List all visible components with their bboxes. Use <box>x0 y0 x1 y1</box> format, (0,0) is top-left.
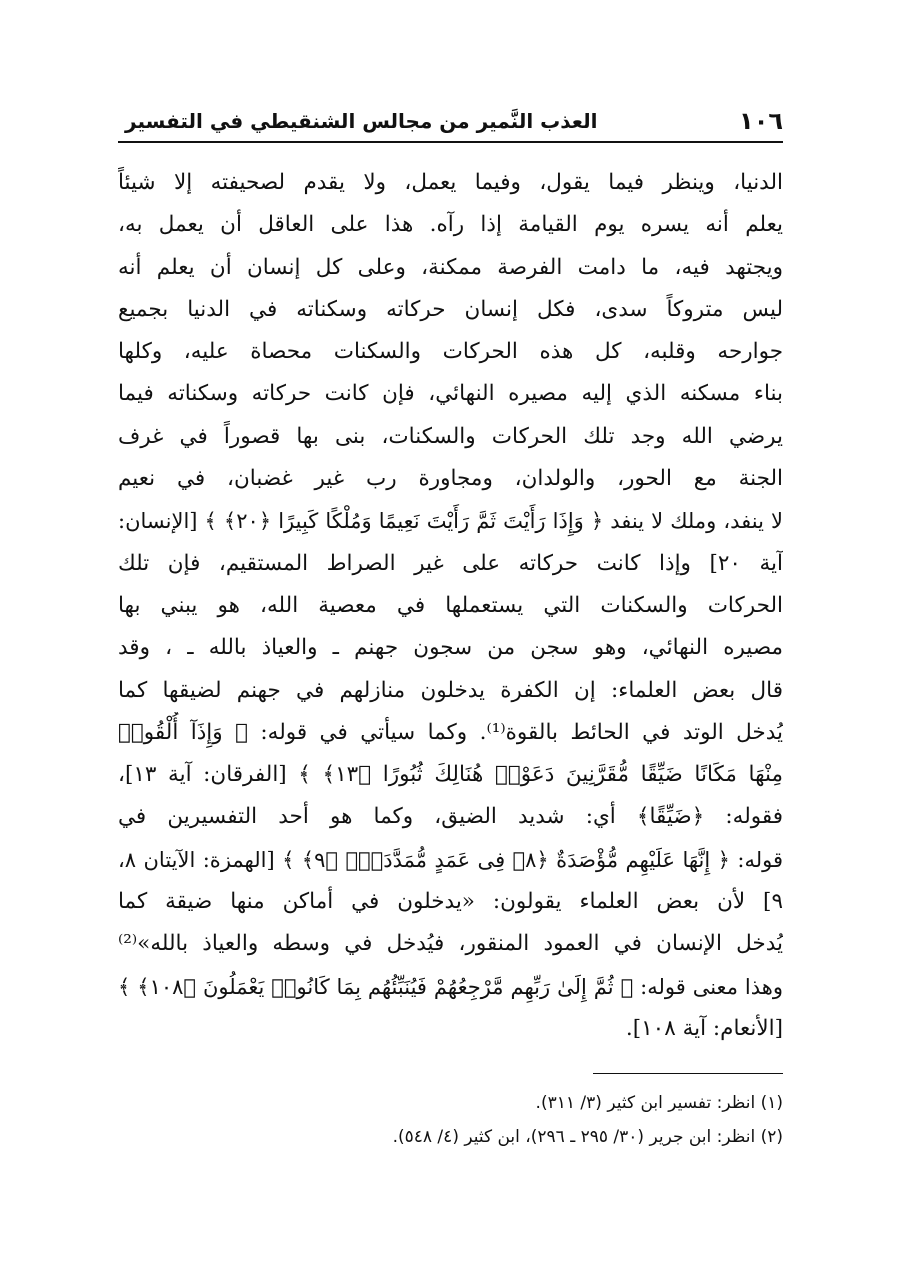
running-title: العذب النَّمير من مجالس الشنقيطي في التفسير <box>125 109 598 133</box>
body-line: يُدخل الوتد في الحائط بالقوة⁽¹⁾. وكما سيأتي في قوله: ﴿ وَإِذَآ أُلْقُوا۟ <box>118 719 783 745</box>
body-line: قوله: ﴿ إِنَّهَا عَلَيْهِم مُّؤْصَدَةٌ ﴿٨﴾ فِى عَمَدٍ مُّمَدَّدَةٍۭ ﴿٩﴾ ﴾ [الهمزة: الآيتان ٨، <box>118 847 783 872</box>
footnote-divider <box>593 1073 783 1074</box>
body-line: ليس متروكاً سدى، فكل إنسان حركاته وسكناته في الدنيا بجميع <box>118 296 783 322</box>
body-line: وهذا معنى قوله: ﴿ ثُمَّ إِلَىٰ رَبِّهِم مَّرْجِعُهُمْ فَيُنَبِّئُهُم بِمَا كَانُوا۟ يَعْمَلُونَ ﴿١٠٨﴾ ﴾ <box>118 974 783 999</box>
body-line: يرضي الله وجد تلك الحركات والسكنات، بنى بها قصوراً في غرف <box>118 423 783 449</box>
footnote: (٢) انظر: ابن جرير (٣٠/ ٢٩٥ ـ ٢٩٦)، ابن كثير (٤/ ٥٤٨). <box>392 1127 783 1147</box>
body-line: [الأنعام: آية ١٠٨]. <box>625 1015 783 1041</box>
body-text <box>118 162 783 1050</box>
body-line: الحركات والسكنات التي يستعملها في معصية الله، هو يبني بها <box>118 592 783 618</box>
body-line: فقوله: ﴿ضَيِّقًا﴾ أي: شديد الضيق، وكما هو أحد التفسيرين في <box>118 804 783 830</box>
body-line: جوارحه وقلبه، كل هذه الحركات والسكنات محصاة عليه، وكلها <box>118 339 783 365</box>
header-divider <box>118 141 783 143</box>
body-line: مصيره النهائي، وهو سجن من سجون جهنم ـ والعياذ بالله ـ ، وقد <box>118 635 783 661</box>
body-line: الدنيا، وينظر فيما يقول، وفيما يعمل، ولا يقدم لصحيفته إلا شيئاً <box>118 170 783 195</box>
running-header <box>125 100 783 142</box>
body-line: آية ٢٠] وإذا كانت حركاته على غير الصراط المستقيم، فإن تلك <box>118 550 783 576</box>
body-line: مِنْهَا مَكَانًا ضَيِّقًا مُّقَرَّنِينَ دَعَوْا۟ هُنَالِكَ ثُبُورًا ﴿١٣﴾ ﴾ [الفرقان: آية ١٣]، <box>118 762 783 788</box>
body-line: بناء مسكنه الذي إليه مصيره النهائي، فإن كانت حركاته وسكناته فيما <box>118 381 783 407</box>
page-number: ١٠٦ <box>739 107 783 135</box>
body-line: ٩] لأن بعض العلماء يقولون: «يدخلون في أماكن منها ضيقة كما <box>118 889 783 915</box>
body-line: لا ينفد، وملك لا ينفد ﴿ وَإِذَا رَأَيْتَ ثَمَّ رَأَيْتَ نَعِيمًا وَمُلْكًا كَبِيرًا ﴿٢٠﴾ ﴾ [الإنسان: <box>118 509 783 534</box>
footnotes <box>300 1086 783 1154</box>
body-line: ويجتهد فيه، ما دامت الفرصة ممكنة، وعلى كل إنسان أن يعلم أنه <box>118 254 783 280</box>
body-line: الجنة مع الحور، والولدان، ومجاورة رب غير غضبان، في نعيم <box>118 466 783 492</box>
body-line: يُدخل الإنسان في العمود المنقور، فيُدخل في وسطه والعياذ بالله»⁽²⁾ <box>118 931 783 957</box>
body-line: قال بعض العلماء: إن الكفرة يدخلون منازلهم في جهنم لضيقها كما <box>118 677 783 703</box>
body-line: يعلم أنه يسره يوم القيامة إذا رآه. هذا على العاقل أن يعمل به، <box>118 212 783 238</box>
footnote: (١) انظر: تفسير ابن كثير (٣/ ٣١١). <box>535 1093 783 1113</box>
